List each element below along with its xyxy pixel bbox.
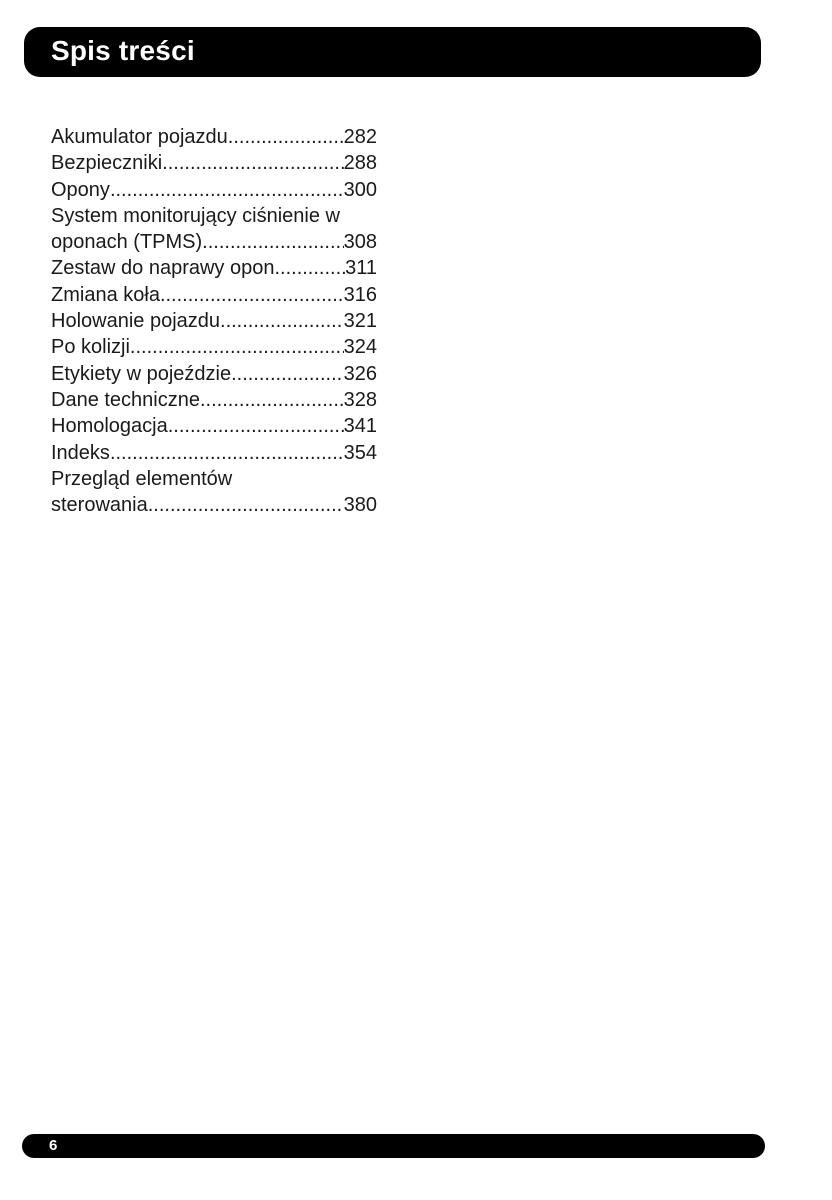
toc-entry-title: Po kolizji — [51, 334, 130, 360]
toc-entry-page: 380 — [344, 492, 377, 518]
dot-leader — [202, 229, 343, 255]
toc-entry-page: 282 — [344, 124, 377, 150]
dot-leader — [162, 150, 343, 176]
toc-entry-page: 311 — [345, 255, 377, 281]
toc-entry-akumulator[interactable] — [51, 124, 377, 150]
toc-entry-title: Dane techniczne — [51, 387, 200, 413]
toc-entry-zmiana-kola[interactable] — [51, 282, 377, 308]
toc-entry-title: Indeks — [51, 440, 110, 466]
toc-entry-dane-techniczne[interactable] — [51, 387, 377, 413]
toc-entry-title: sterowania — [51, 492, 148, 518]
toc-entry-page: 354 — [344, 440, 377, 466]
toc-entry-holowanie[interactable] — [51, 308, 377, 334]
toc-entry-page: 341 — [344, 413, 377, 439]
table-of-contents — [51, 124, 377, 518]
toc-entry-title-line1: System monitorujący ciśnienie w — [51, 203, 340, 229]
toc-entry-page: 300 — [344, 177, 377, 203]
toc-entry-etykiety[interactable] — [51, 361, 377, 387]
header-bar — [24, 27, 761, 77]
toc-entry-title: Zestaw do naprawy opon — [51, 255, 274, 281]
dot-leader — [168, 413, 344, 439]
toc-entry-title: Holowanie pojazdu — [51, 308, 220, 334]
toc-entry-page: 328 — [344, 387, 377, 413]
toc-entry-page: 326 — [344, 361, 377, 387]
toc-entry-title-line1: Przegląd elementów — [51, 466, 232, 492]
dot-leader — [220, 308, 344, 334]
toc-entry-po-kolizji[interactable] — [51, 334, 377, 360]
toc-entry-zestaw[interactable] — [51, 255, 377, 281]
toc-entry-title: Opony — [51, 177, 110, 203]
toc-entry-bezpieczniki[interactable] — [51, 150, 377, 176]
toc-entry-indeks[interactable] — [51, 440, 377, 466]
dot-leader — [148, 492, 344, 518]
toc-entry-title: Etykiety w pojeździe — [51, 361, 231, 387]
toc-entry-page: 288 — [344, 150, 377, 176]
dot-leader — [200, 387, 344, 413]
dot-leader — [110, 440, 344, 466]
dot-leader — [228, 124, 344, 150]
toc-entry-page: 324 — [344, 334, 377, 360]
dot-leader — [160, 282, 344, 308]
toc-entry-page: 321 — [344, 308, 377, 334]
footer-bar — [22, 1134, 765, 1158]
toc-entry-tpms[interactable] — [51, 203, 377, 256]
toc-entry-homologacja[interactable] — [51, 413, 377, 439]
dot-leader — [130, 334, 344, 360]
toc-entry-page: 316 — [344, 282, 377, 308]
toc-entry-title: Homologacja — [51, 413, 168, 439]
toc-entry-title: Akumulator pojazdu — [51, 124, 228, 150]
toc-entry-przeglad[interactable] — [51, 466, 377, 519]
toc-entry-title: Bezpieczniki — [51, 150, 162, 176]
toc-entry-page: 308 — [344, 229, 377, 255]
dot-leader — [231, 361, 344, 387]
toc-entry-opony[interactable] — [51, 177, 377, 203]
toc-entry-title: Zmiana koła — [51, 282, 160, 308]
dot-leader — [274, 255, 345, 281]
page-number: 6 — [49, 1137, 58, 1154]
page-title: Spis treści — [51, 35, 195, 66]
dot-leader — [110, 177, 344, 203]
toc-entry-title: oponach (TPMS) — [51, 229, 202, 255]
